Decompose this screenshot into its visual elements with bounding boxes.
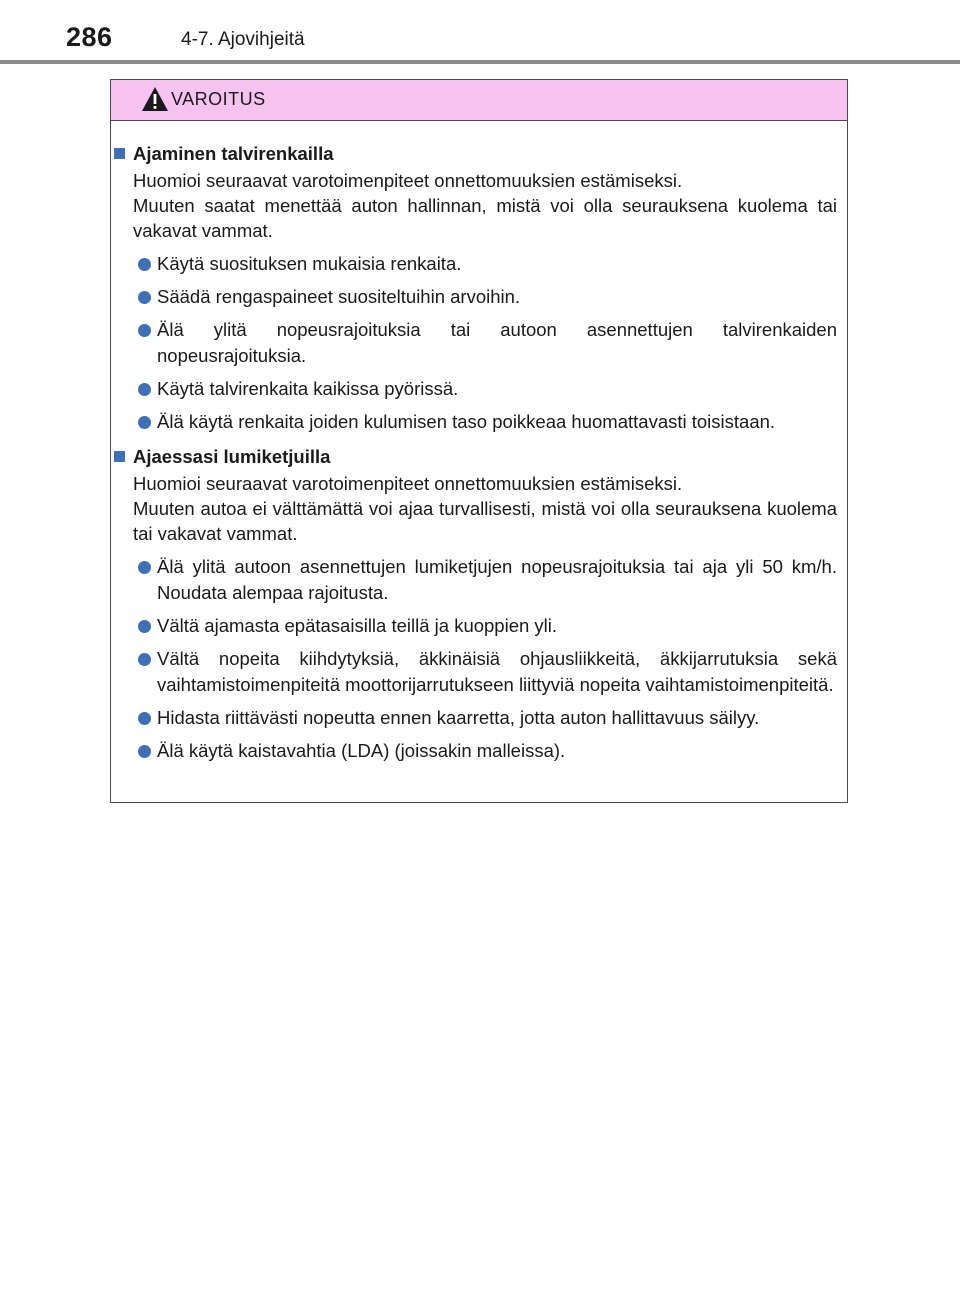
list-item-text: Älä ylitä nopeusrajoituksia tai autoon asennettujen talvirenkaiden nopeusrajoituksia. <box>157 319 837 366</box>
circle-bullet-icon <box>138 416 151 429</box>
page-header <box>0 0 960 70</box>
intro-line: Huomioi seuraavat varotoimenpiteet onnettomuuksien estämiseksi. <box>133 473 683 494</box>
warning-body <box>111 121 847 764</box>
list-item <box>111 613 837 639</box>
list-item <box>111 705 837 731</box>
circle-bullet-icon <box>138 324 151 337</box>
list-item <box>111 376 837 402</box>
list-item-text: Vältä ajamasta epätasaisilla teillä ja kuoppien yli. <box>157 615 558 636</box>
list-item-text: Älä käytä kaistavahtia (LDA) (joissakin malleissa). <box>157 740 566 761</box>
intro-line: Muuten saatat menettää auton hallinnan, mistä voi olla seurauksena kuolema tai vakavat vammat. <box>133 195 837 241</box>
item-list <box>111 251 837 435</box>
circle-bullet-icon <box>138 653 151 666</box>
circle-bullet-icon <box>138 620 151 633</box>
circle-bullet-icon <box>138 745 151 758</box>
warning-box <box>110 79 848 803</box>
section-heading <box>111 442 837 471</box>
list-item <box>111 409 837 435</box>
list-item-text: Älä ylitä autoon asennettujen lumiketjujen nopeusrajoituksia tai aja yli 50 km/h. Noudata alempaa rajoitusta. <box>157 556 837 603</box>
section-intro <box>111 168 837 243</box>
intro-line: Huomioi seuraavat varotoimenpiteet onnettomuuksien estämiseksi. <box>133 170 683 191</box>
section-title: 4-7. Ajovihjeitä <box>181 29 305 50</box>
circle-bullet-icon <box>138 383 151 396</box>
section-heading-text: Ajaessasi lumiketjuilla <box>133 446 331 467</box>
list-item-text: Vältä nopeita kiihdytyksiä, äkkinäisiä ohjausliikkeitä, äkkijarrutuksia sekä vaihtamistoimenpiteitä moottorijarrutukseen liittyviä nopeita vaihtamistoimenpiteitä. <box>157 648 837 695</box>
list-item <box>111 251 837 277</box>
warning-label: VAROITUS <box>171 89 266 109</box>
list-item-text: Älä käytä renkaita joiden kulumisen taso poikkeaa huomattavasti toisistaan. <box>157 411 776 432</box>
list-item <box>111 554 837 606</box>
circle-bullet-icon <box>138 258 151 271</box>
circle-bullet-icon <box>138 291 151 304</box>
list-item <box>111 284 837 310</box>
intro-line: Muuten autoa ei välttämättä voi ajaa turvallisesti, mistä voi olla seurauksena kuolema tai vakavat vammat. <box>133 498 837 544</box>
list-item <box>111 738 837 764</box>
section-heading-text: Ajaminen talvirenkailla <box>133 143 334 164</box>
item-list <box>111 554 837 764</box>
square-bullet-icon <box>114 148 125 159</box>
warning-section <box>111 442 837 764</box>
page-number: 286 <box>66 22 113 52</box>
list-item-text: Hidasta riittävästi nopeutta ennen kaarretta, jotta auton hallittavuus säilyy. <box>157 707 760 728</box>
circle-bullet-icon <box>138 712 151 725</box>
list-item <box>111 646 837 698</box>
list-item-text: Käytä talvirenkaita kaikissa pyörissä. <box>157 378 459 399</box>
header-divider <box>0 60 960 64</box>
warning-triangle-icon <box>141 86 169 112</box>
square-bullet-icon <box>114 451 125 462</box>
list-item <box>111 317 837 369</box>
list-item-text: Käytä suosituksen mukaisia renkaita. <box>157 253 462 274</box>
circle-bullet-icon <box>138 561 151 574</box>
list-item-text: Säädä rengaspaineet suositeltuihin arvoihin. <box>157 286 521 307</box>
warning-header <box>111 80 847 121</box>
section-heading <box>111 139 837 168</box>
warning-section <box>111 139 837 435</box>
section-intro <box>111 471 837 546</box>
